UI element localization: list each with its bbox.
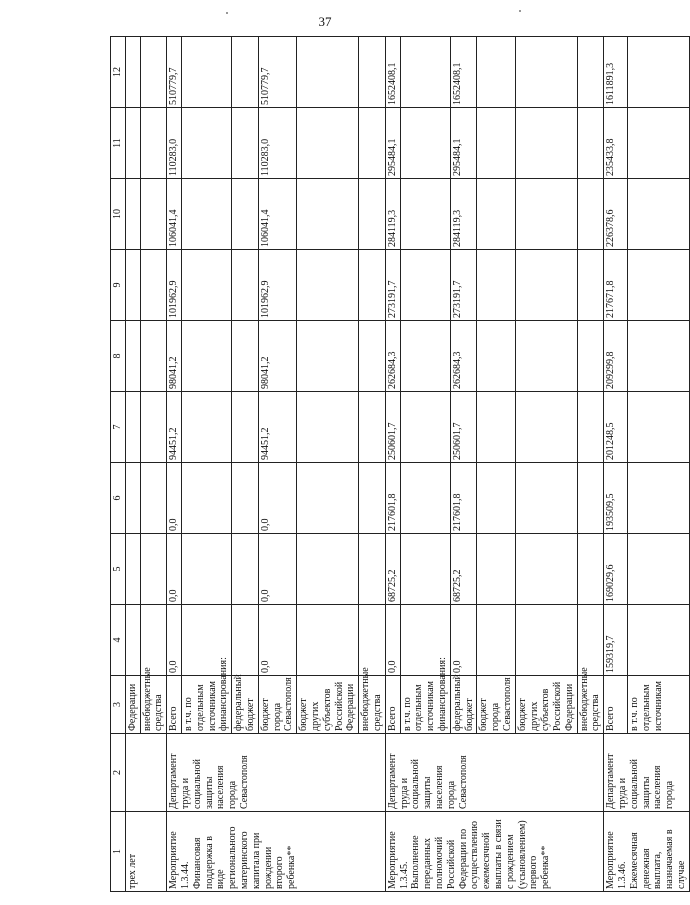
value-cell: 201248,5 (604, 392, 628, 463)
value-cell (400, 179, 450, 250)
value-cell (125, 179, 140, 250)
value-cell (359, 250, 386, 321)
value-cell (400, 37, 450, 108)
source-cell: в т.ч. по отдельным источникам финансирования: (181, 676, 231, 734)
value-cell (232, 179, 259, 250)
value-cell (181, 392, 231, 463)
value-cell (515, 534, 577, 605)
value-cell (297, 605, 359, 676)
value-cell (477, 37, 515, 108)
value-cell (232, 37, 259, 108)
value-cell (628, 534, 690, 605)
value-cell (400, 463, 450, 534)
value-cell (125, 605, 140, 676)
source-cell: Всего (385, 676, 400, 734)
value-cell (477, 250, 515, 321)
source-cell: в т.ч. по отдельным источникам (628, 676, 690, 734)
value-cell (232, 108, 259, 179)
value-cell (628, 250, 690, 321)
value-cell (359, 321, 386, 392)
measure-cell: Мероприятие 1.3.44. Финансовая поддержка в виде регионального материнского капитала при рождении второго ребенка** (167, 812, 386, 892)
value-cell: 0,0 (167, 605, 182, 676)
header-cell: 3 (111, 676, 126, 734)
scan-speck (226, 12, 228, 14)
value-cell (477, 179, 515, 250)
value-cell (577, 250, 604, 321)
value-cell: 284119,3 (450, 179, 477, 250)
source-cell: федеральный бюджет (232, 676, 259, 734)
header-cell: 5 (111, 534, 126, 605)
value-cell (140, 37, 167, 108)
source-cell: внебюджетные средства (140, 676, 167, 734)
value-cell: 262684,3 (385, 321, 400, 392)
value-cell (297, 250, 359, 321)
value-cell (400, 392, 450, 463)
value-cell (477, 321, 515, 392)
source-cell: федеральный бюджет (450, 676, 477, 734)
value-cell (359, 179, 386, 250)
header-cell: 6 (111, 463, 126, 534)
measure-cell: Мероприятие 1.3.45. Выполнение переданных полномочий Российской Федерации по осуществлению ежемесячной выплаты в связи с рождением (усыновлением) первого ребенка** (385, 812, 604, 892)
value-cell: 98041,2 (258, 321, 296, 392)
value-cell (140, 321, 167, 392)
rotated-table-wrapper (110, 37, 688, 892)
scan-speck (519, 10, 521, 12)
source-cell: Всего (167, 676, 182, 734)
value-cell (477, 534, 515, 605)
value-cell (400, 321, 450, 392)
header-cell: 8 (111, 321, 126, 392)
value-cell: 0,0 (258, 605, 296, 676)
executor-cell (125, 734, 166, 812)
table-row (604, 37, 628, 892)
value-cell: 68725,2 (450, 534, 477, 605)
value-cell: 295484,1 (450, 108, 477, 179)
value-cell (232, 534, 259, 605)
value-cell (628, 605, 690, 676)
page-number: 37 (318, 14, 332, 29)
value-cell (140, 605, 167, 676)
value-cell (628, 463, 690, 534)
value-cell (515, 392, 577, 463)
value-cell: 226378,6 (604, 179, 628, 250)
source-cell: бюджет других субъектов Российской Федерации (515, 676, 577, 734)
value-cell (125, 37, 140, 108)
table-row (167, 37, 182, 892)
header-cell: 11 (111, 108, 126, 179)
value-cell (125, 392, 140, 463)
source-cell: бюджет других субъектов Российской Федерации (297, 676, 359, 734)
header-cell: 2 (111, 734, 126, 812)
value-cell (140, 250, 167, 321)
value-cell: 1652408,1 (450, 37, 477, 108)
header-cell: 4 (111, 605, 126, 676)
value-cell: 0,0 (450, 605, 477, 676)
value-cell: 193509,5 (604, 463, 628, 534)
value-cell (359, 37, 386, 108)
header-cell: 7 (111, 392, 126, 463)
value-cell (125, 321, 140, 392)
value-cell: 169029,6 (604, 534, 628, 605)
value-cell (181, 534, 231, 605)
value-cell (515, 605, 577, 676)
source-cell: внебюджетные средства (577, 676, 604, 734)
table-row (385, 37, 400, 892)
value-cell: 0,0 (258, 463, 296, 534)
value-cell (477, 463, 515, 534)
value-cell (232, 321, 259, 392)
value-cell: 0,0 (167, 463, 182, 534)
value-cell (400, 108, 450, 179)
value-cell (515, 37, 577, 108)
value-cell (297, 179, 359, 250)
value-cell: 68725,2 (385, 534, 400, 605)
value-cell (577, 37, 604, 108)
source-cell: в т.ч. по отдельным источникам финансирования: (400, 676, 450, 734)
value-cell (628, 392, 690, 463)
value-cell (181, 250, 231, 321)
value-cell (628, 179, 690, 250)
table-row (125, 37, 140, 892)
value-cell (125, 250, 140, 321)
value-cell: 235433,8 (604, 108, 628, 179)
value-cell: 94451,2 (167, 392, 182, 463)
value-cell (577, 605, 604, 676)
value-cell (140, 463, 167, 534)
value-cell (359, 605, 386, 676)
value-cell: 217671,8 (604, 250, 628, 321)
value-cell: 1611891,3 (604, 37, 628, 108)
value-cell: 0,0 (167, 534, 182, 605)
value-cell (628, 37, 690, 108)
value-cell (515, 250, 577, 321)
value-cell (359, 392, 386, 463)
value-cell (577, 392, 604, 463)
value-cell: 273191,7 (385, 250, 400, 321)
source-cell: Федерации (125, 676, 140, 734)
value-cell (400, 534, 450, 605)
value-cell: 110283,0 (167, 108, 182, 179)
header-row (111, 37, 126, 892)
value-cell (232, 250, 259, 321)
value-cell: 510779,7 (167, 37, 182, 108)
value-cell (628, 108, 690, 179)
value-cell (232, 605, 259, 676)
value-cell (477, 392, 515, 463)
value-cell (232, 463, 259, 534)
header-cell: 1 (111, 812, 126, 892)
value-cell (140, 179, 167, 250)
header-cell: 12 (111, 37, 126, 108)
value-cell (577, 108, 604, 179)
value-cell (515, 321, 577, 392)
value-cell (297, 392, 359, 463)
funding-table (110, 36, 690, 892)
value-cell (577, 463, 604, 534)
value-cell: 106041,4 (258, 179, 296, 250)
source-cell: бюджет города Севастополя (477, 676, 515, 734)
header-cell: 9 (111, 250, 126, 321)
value-cell (515, 463, 577, 534)
value-cell: 101962,9 (167, 250, 182, 321)
value-cell (125, 108, 140, 179)
value-cell (577, 179, 604, 250)
value-cell (359, 108, 386, 179)
source-cell: Всего (604, 676, 628, 734)
value-cell (297, 37, 359, 108)
value-cell: 217601,8 (450, 463, 477, 534)
value-cell (577, 534, 604, 605)
value-cell (140, 534, 167, 605)
value-cell: 159319,7 (604, 605, 628, 676)
value-cell (477, 108, 515, 179)
value-cell (140, 392, 167, 463)
value-cell: 106041,4 (167, 179, 182, 250)
value-cell: 273191,7 (450, 250, 477, 321)
value-cell (515, 179, 577, 250)
value-cell: 209299,8 (604, 321, 628, 392)
value-cell (140, 108, 167, 179)
value-cell (181, 108, 231, 179)
value-cell (297, 108, 359, 179)
value-cell: 217601,8 (385, 463, 400, 534)
value-cell: 1652408,1 (385, 37, 400, 108)
value-cell: 250601,7 (450, 392, 477, 463)
value-cell (577, 321, 604, 392)
source-cell: внебюджетные средства (359, 676, 386, 734)
executor-cell: Департамент труда и социальной защиты населения города Севастополя (385, 734, 604, 812)
value-cell: 0,0 (385, 605, 400, 676)
value-cell (477, 605, 515, 676)
measure-cell: Мероприятие 1.3.46. Ежемесячная денежная выплата, назначаемая в случае (604, 812, 690, 892)
value-cell (181, 463, 231, 534)
value-cell (232, 392, 259, 463)
value-cell: 110283,0 (258, 108, 296, 179)
header-cell: 10 (111, 179, 126, 250)
value-cell (297, 534, 359, 605)
value-cell: 262684,3 (450, 321, 477, 392)
value-cell (181, 321, 231, 392)
value-cell (125, 463, 140, 534)
value-cell (400, 250, 450, 321)
value-cell: 0,0 (258, 534, 296, 605)
value-cell (359, 463, 386, 534)
value-cell: 284119,3 (385, 179, 400, 250)
value-cell: 94451,2 (258, 392, 296, 463)
executor-cell: Департамент труда и социальной защиты населения города Севастополя (167, 734, 386, 812)
value-cell (181, 179, 231, 250)
value-cell (297, 463, 359, 534)
value-cell (125, 534, 140, 605)
value-cell: 510779,7 (258, 37, 296, 108)
value-cell (181, 37, 231, 108)
value-cell (297, 321, 359, 392)
value-cell (359, 534, 386, 605)
value-cell: 101962,9 (258, 250, 296, 321)
measure-cell: трех лет (125, 812, 166, 892)
value-cell (515, 108, 577, 179)
executor-cell: Департамент труда и социальной защиты населения города (604, 734, 690, 812)
value-cell: 98041,2 (167, 321, 182, 392)
value-cell (628, 321, 690, 392)
value-cell: 250601,7 (385, 392, 400, 463)
source-cell: бюджет города Севастополя (258, 676, 296, 734)
value-cell: 295484,1 (385, 108, 400, 179)
